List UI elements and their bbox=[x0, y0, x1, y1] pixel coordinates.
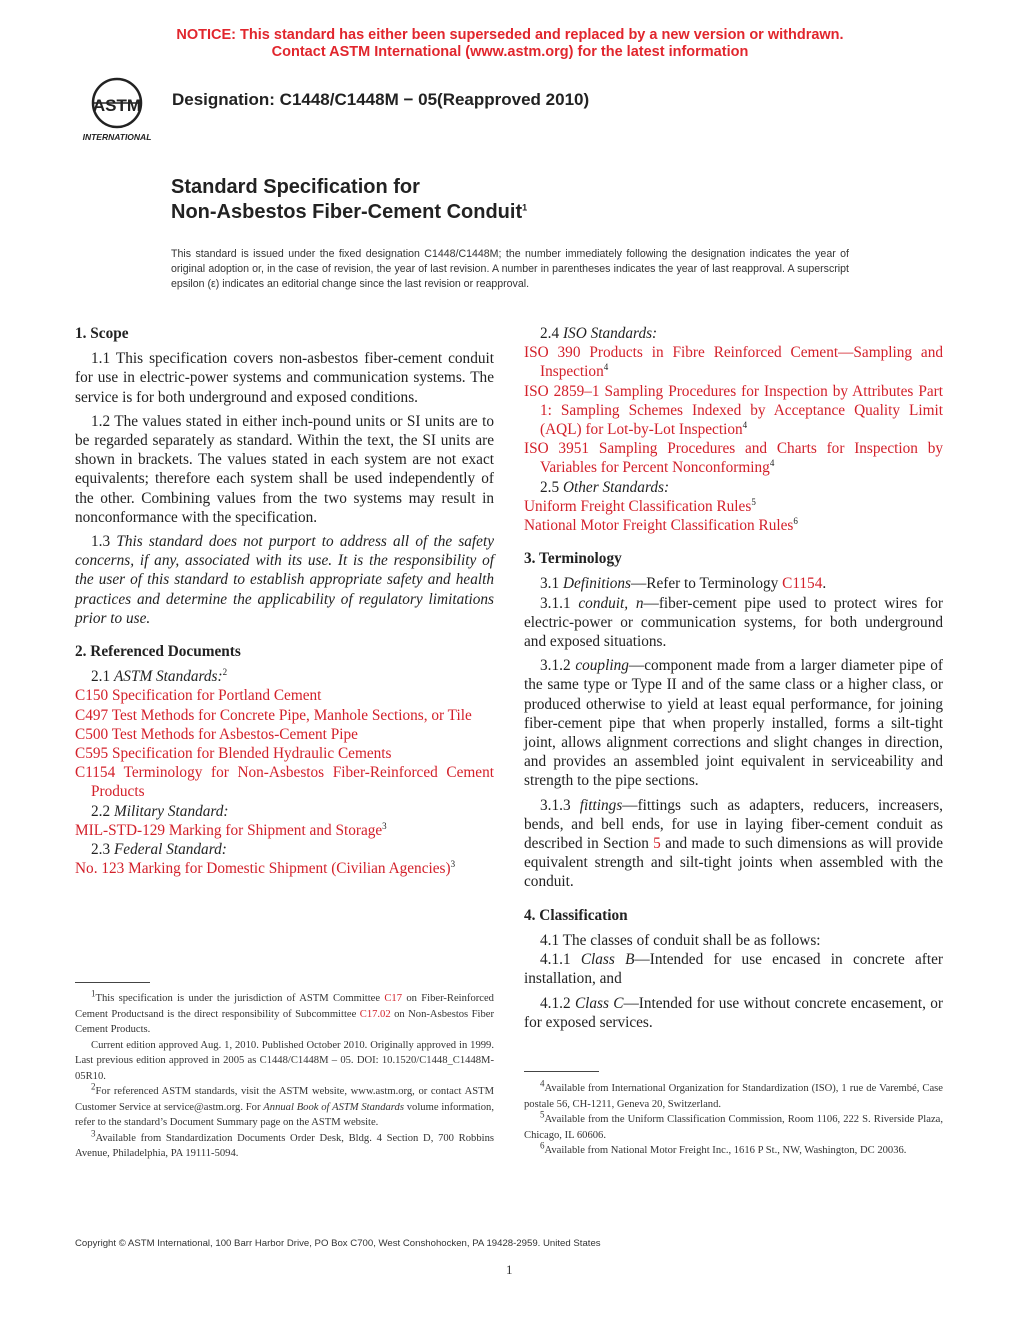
scope-1-1: 1.1 This specification covers non-asbestos fiber-cement conduit for use in electric-power systems and communication systems. The service is for both underground and exposed conditions. bbox=[75, 350, 494, 406]
section-5-link[interactable]: 5 bbox=[653, 835, 661, 853]
terminology-link-c1154[interactable]: C1154 bbox=[782, 575, 823, 593]
title-line-2: Non-Asbestos Fiber-Cement Conduit$^1$ bbox=[171, 201, 528, 223]
logo-subtext: INTERNATIONAL bbox=[82, 132, 152, 142]
right-column bbox=[524, 324, 943, 1037]
intro-paragraph: This standard is issued under the fixed designation C1448/C1448M; the number immediately following the designation indicates the year of original adoption or, in the case of revision, the year of last revision. A number in parentheses indicates the year of last reapproval. A superscript epsilon (ε) indicates an editorial change since the last revision or reapproval. bbox=[171, 248, 849, 290]
scope-1-2: 1.2 The values stated in either inch-pound units or SI units are to be regarded separately as standard. Within the text, the SI units are shown in brackets. The values stated in each system are not exact equivalents; therefore each system shall be used independently of the other. Combining values from the two systems may result in nonconformance with the specification. bbox=[75, 412, 494, 526]
other-standards-label: 2.5 Other Standards: bbox=[540, 478, 670, 496]
ref-iso-390[interactable]: ISO 390 Products in Fibre Reinforced Cement—Sampling and Inspection$^4$ bbox=[524, 344, 943, 381]
iso-standards-label: 2.4 ISO Standards: bbox=[540, 325, 658, 342]
ref-c595[interactable]: C595 Specification for Blended Hydraulic Cements bbox=[75, 745, 392, 763]
document-title bbox=[171, 175, 527, 225]
ref-iso-2859-1[interactable]: ISO 2859–1 Sampling Procedures for Inspection by Attributes Part 1: Sampling Schemes Indexed by Acceptance Quality Limit (AQL) for Lot-by-Lot Inspection$^4$ bbox=[524, 382, 943, 439]
footnote-6: $^6$Available from National Motor Freight Inc., 1616 P St., NW, Washington, DC 20036. bbox=[540, 1140, 907, 1156]
terminology-3-1-3: 3.1.3 fittings—fittings such as adapters, reducers, increasers, bends, and bell ends, for use in laying fiber-cement conduit as described in Section 5 and made to such dimensions as will provide equivalent strength and silt-tight joints when assembled with the conduit. bbox=[524, 796, 943, 891]
ref-uniform-freight[interactable]: Uniform Freight Classification Rules$^5$ bbox=[524, 496, 756, 515]
notice-line-1: NOTICE: This standard has either been superseded and replaced by a new version or withdrawn. bbox=[176, 27, 844, 43]
logo-text: ASTM bbox=[92, 96, 142, 115]
classification-heading: 4. Classification bbox=[524, 906, 628, 924]
footnote-link-c17-02[interactable]: C17.02 bbox=[359, 1008, 391, 1020]
terminology-3-1: 3.1 Definitions—Refer to Terminology C1154. bbox=[540, 575, 827, 593]
terminology-3-1-2: 3.1.2 coupling—component made from a larger diameter pipe of the same type or Type II and of the same class or a higher class, or produced otherwise to yield at least equal performance, for joining fiber-cement pipe that when properly installed, forms a silt-tight joint, allows alignment corrections and slight changes in direction, and provides an assembled joint equivalent in serviceability and strength to the pipe sections. bbox=[524, 657, 943, 790]
notice-banner bbox=[0, 27, 1020, 61]
title-line-1: Standard Specification for bbox=[171, 176, 420, 198]
ref-c497[interactable]: C497 Test Methods for Concrete Pipe, Manhole Sections, or Tile bbox=[75, 706, 472, 724]
ref-c150[interactable]: C150 Specification for Portland Cement bbox=[75, 687, 322, 705]
scope-heading: 1. Scope bbox=[75, 325, 129, 342]
copyright-line: Copyright © ASTM International, 100 Barr Harbor Drive, PO Box C700, West Conshohocken, PA 19428-2959. United States bbox=[75, 1238, 601, 1249]
footnote-rule-right bbox=[524, 1071, 599, 1072]
title-footnote-mark: 1 bbox=[522, 202, 528, 213]
footnotes-right bbox=[524, 1078, 943, 1159]
footnote-5: $^5$Available from the Uniform Classification Commission, Room 1106, 222 S. Riverside Plaza, Chicago, IL 60606. bbox=[524, 1109, 943, 1141]
footnote-1-edition: Current edition approved Aug. 1, 2010. Published October 2010. Originally approved in 1999. Last previous edition approved in 2005 as C1448/C1448M – 05. DOI: 10.1520/C1448_C1448M-05R10. bbox=[75, 1039, 494, 1082]
footnote-rule-left bbox=[75, 982, 150, 983]
footnotes-left bbox=[75, 988, 494, 1162]
footnote-3: $^3$Available from Standardization Documents Order Desk, Bldg. 4 Section D, 700 Robbins Avenue, Philadelphia, PA 19111-5094. bbox=[75, 1127, 494, 1159]
ref-national-motor-freight[interactable]: National Motor Freight Classification Rules$^6$ bbox=[524, 515, 798, 535]
footnote-2: $^2$For referenced ASTM standards, visit the ASTM website, www.astm.org, or contact ASTM Customer Service at service@astm.org. For Annual Book of ASTM Standards volume information, refer to the standard’s Document Summary page on the ASTM website. bbox=[75, 1081, 494, 1128]
terminology-heading: 3. Terminology bbox=[524, 550, 622, 568]
ref-iso-3951[interactable]: ISO 3951 Sampling Procedures and Charts for Inspection by Variables for Percent Nonconforming$^4$ bbox=[524, 440, 943, 477]
scope-1-3: 1.3 This standard does not purport to address all of the safety concerns, if any, associated with its use. It is the responsibility of the user of this standard to establish appropriate safety and health practices and determine the applicability of regulatory limitations prior to use. bbox=[75, 533, 494, 627]
ref-no-123[interactable]: No. 123 Marking for Domestic Shipment (Civilian Agencies)$^3$ bbox=[75, 859, 456, 878]
designation: Designation: C1448/C1448M − 05(Reapproved 2010) bbox=[172, 90, 590, 109]
refdocs-heading: 2. Referenced Documents bbox=[75, 643, 241, 661]
footnote-link-c17[interactable]: C17 bbox=[384, 993, 403, 1004]
ref-mil-std-129[interactable]: MIL-STD-129 Marking for Shipment and Storage$^3$ bbox=[75, 820, 387, 839]
astm-logo bbox=[74, 76, 160, 142]
left-column bbox=[75, 324, 494, 878]
ref-c1154[interactable]: C1154 Terminology for Non-Asbestos Fiber-Reinforced Cement Products bbox=[75, 764, 494, 801]
page-number: 1 bbox=[506, 1262, 513, 1277]
military-standard-label: 2.2 Military Standard: bbox=[91, 802, 229, 820]
federal-standard-label: 2.3 Federal Standard: bbox=[91, 841, 227, 859]
notice-line-2: Contact ASTM International (www.astm.org) for the latest information bbox=[271, 44, 749, 60]
classification-4-1-2: 4.1.2 Class C—Intended for use without concrete encasement, or for exposed services. bbox=[524, 994, 943, 1031]
classification-4-1-1: 4.1.1 Class B—Intended for use encased in concrete after installation, and bbox=[524, 951, 943, 988]
footnote-1: $^1$This specification is under the jurisdiction of ASTM Committee C17 on Fiber-Reinforced Cement Productsand is the direct responsibility of Subcommittee C17.02 on Non-Asbestos Fiber Cement Products. bbox=[75, 988, 494, 1035]
footnote-4: $^4$Available from International Organization for Standardization (ISO), 1 rue de Varembé, Case postale 56, CH-1211, Geneva 20, Switzerland. bbox=[524, 1078, 943, 1110]
astm-standards-label: 2.1 ASTM Standards:$^2$ bbox=[91, 667, 228, 686]
terminology-3-1-1: 3.1.1 conduit, n—fiber-cement pipe used to protect wires for electric-power or communication systems, for both underground and exposed situations. bbox=[524, 594, 943, 651]
ref-c500[interactable]: C500 Test Methods for Asbestos-Cement Pipe bbox=[75, 725, 358, 743]
classification-4-1: 4.1 The classes of conduit shall be as follows: bbox=[540, 931, 821, 949]
